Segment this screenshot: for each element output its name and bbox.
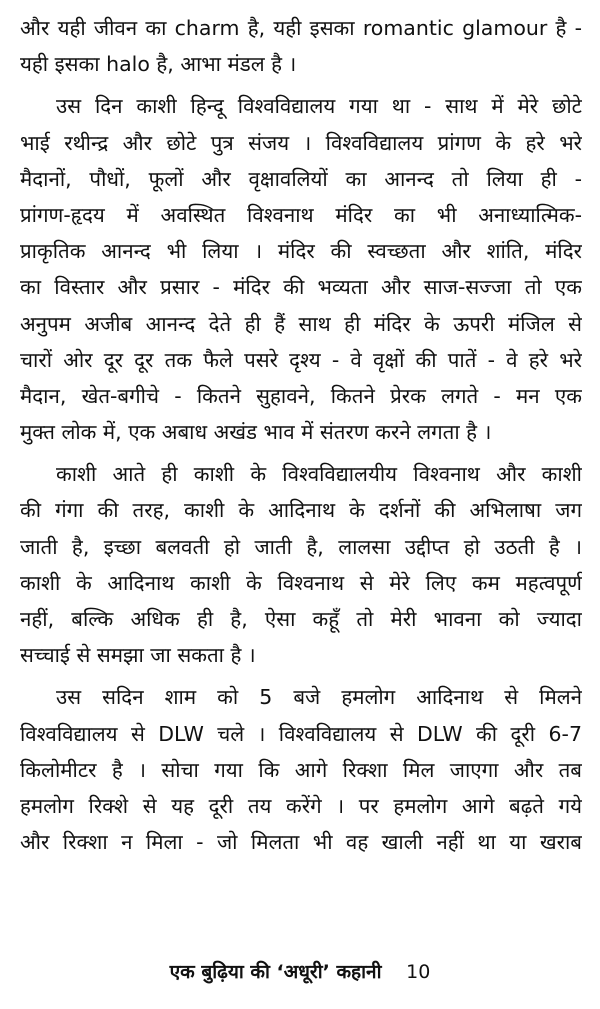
text-line: प्रांगण-हृदय में अवस्थित विश्वनाथ मंदिर का भी अनाध्यात्मिक- [20, 202, 582, 227]
text-body [20, 10, 582, 860]
text-line: की गंगा की तरह, काशी के आदिनाथ के दर्शनों की अभिलाषा जग [20, 498, 582, 523]
text-line: उस दिन काशी हिन्दू विश्वविद्यालय गया था - साथ में मेरे छोटे [56, 94, 582, 119]
text-line: यही इसका halo है, आभा मंडल है । [20, 52, 297, 77]
text-line: मैदान, खेत-बगीचे - कितने सुहावने, कितने प्रेरक लगते - मन एक [20, 383, 582, 408]
book-title: एक बुढ़िया की ‘अधूरी’ कहानी [169, 961, 382, 983]
paragraph-3 [20, 456, 582, 673]
text-line: काशी के आदिनाथ काशी के विश्वनाथ से मेरे लिए कम महत्वपूर्ण [20, 570, 582, 595]
text-line: भाई रथीन्द्र और छोटे पुत्र संजय । विश्वविद्यालय प्रांगण के हरे भरे [20, 130, 582, 155]
text-line: सच्चाई से समझा जा सकता है । [20, 643, 256, 668]
text-line: किलोमीटर है । सोचा गया कि आगे रिक्शा मिल जाएगा और तब [20, 757, 582, 782]
paragraph-1 [20, 10, 582, 82]
text-line: और यही जीवन का charm है, यही इसका romantic glamour है - [20, 16, 582, 40]
text-line: हमलोग रिक्शे से यह दूरी तय करेंगे । पर हमलोग आगे बढ़ते गये [20, 793, 582, 818]
text-line: और रिक्शा न मिला - जो मिलता भी वह खाली नहीं था या खराब [20, 830, 582, 855]
text-line: अनुपम अजीब आनन्द देते ही हैं साथ ही मंदिर के ऊपरी मंजिल से [20, 311, 582, 336]
text-line: का विस्तार और प्रसार - मंदिर की भव्यता और साज-सज्जा तो एक [20, 275, 582, 300]
text-line: काशी आते ही काशी के विश्वविद्यालयीय विश्वनाथ और काशी [56, 462, 582, 487]
text-line: चारों ओर दूर दूर तक फैले पसरे दृश्य - वे वृक्षों की पातें - वे हरे भरे [20, 347, 582, 372]
page-footer [0, 958, 600, 984]
paragraph-4 [20, 679, 582, 860]
text-line: उस सदिन शाम को 5 बजे हमलोग आदिनाथ से मिलने [56, 685, 582, 710]
text-line: मैदानों, पौधों, फूलों और वृक्षावलियों का आनन्द तो लिया ही - [20, 166, 582, 191]
text-line: मुक्त लोक में, एक अबाध अखंड भाव में संतरण करने लगता है । [20, 420, 492, 445]
page-number: 10 [406, 961, 431, 983]
text-line: जाती है, इच्छा बलवती हो जाती है, लालसा उद्दीप्त हो उठती है । [20, 534, 582, 559]
text-line: प्राकृतिक आनन्द भी लिया । मंदिर की स्वच्छता और शांति, मंदिर [20, 239, 582, 264]
text-line: विश्वविद्यालय से DLW चले । विश्वविद्यालय से DLW की दूरी 6-7 [20, 721, 582, 746]
paragraph-2 [20, 88, 582, 450]
text-line: नहीं, बल्कि अधिक ही है, ऐसा कहूँ तो मेरी भावना को ज्यादा [20, 607, 582, 631]
